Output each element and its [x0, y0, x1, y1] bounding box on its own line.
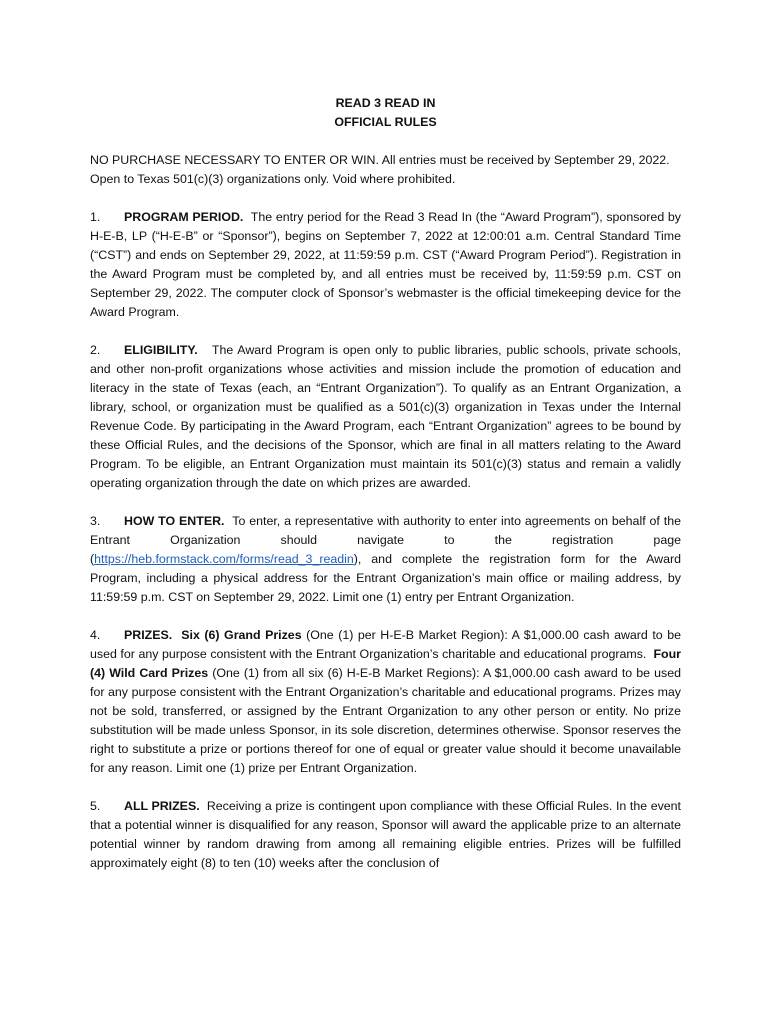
section-heading: ALL PRIZES.	[124, 799, 200, 813]
intro-paragraph: NO PURCHASE NECESSARY TO ENTER OR WIN. All entries must be received by September 29, 2022. Open to Texas 501(c)(3) organizations only. Void where prohibited.	[90, 153, 670, 186]
section-eligibility	[90, 341, 681, 493]
section-number: 4.	[90, 628, 101, 642]
section-text: Receiving a prize is contingent upon compliance with these Official Rules. In the event that a potential winner is disqualified for any reason, Sponsor will award the applicable prize to an alternate potential winner by random drawing from among all remaining eligible entries. Prizes will be fulfilled approximately eight (8) to ten (10) weeks after the conclusion of	[90, 799, 682, 870]
grand-prizes-text: (One (1) per H-E-B Market Region): A $1,000.00 cash award to be used for any purpose consistent with the Entrant Organization’s charitable and educational programs.	[90, 628, 681, 661]
title-line-2: OFFICIAL RULES	[334, 115, 437, 129]
section-text: To enter, a representative with authority to enter into agreements on behalf of the Entrant Organization should navigate to the registration page (	[90, 514, 681, 566]
section-heading: ELIGIBILITY.	[124, 343, 198, 357]
section-text: The entry period for the Read 3 Read In (the “Award Program”), sponsored by H-E-B, LP (“H-E-B” or “Sponsor”), begins on September 7, 2022 at 12:00:01 a.m. Central Standard Time (“CST”) and ends on September 29, 2022, at 11:59:59 p.m. CST (“Award Program Period”). Registration in the Award Program must be completed by, and all entries must be received by, 11:59:59 p.m. CST on September 29, 2022. The computer clock of Sponsor’s webmaster is the official timekeeping device for the Award Program.	[90, 210, 681, 319]
section-number: 3.	[90, 514, 101, 528]
wild-card-prizes-text: (One (1) from all six (6) H-E-B Market Regions): A $1,000.00 cash award to be used for any purpose consistent with the Entrant Organization’s charitable and educational programs. Prizes may not be sold, transferred, or assigned by the Entrant Organization to any other person or entity. No prize substitution will be made unless Sponsor, in its sole discretion, determines otherwise. Sponsor reserves the right to substitute a prize or portions thereof for one of equal or greater value should it become unavailable for any reason. Limit one (1) prize per Entrant Organization.	[90, 666, 681, 775]
wild-card-prizes-label: Four (4) Wild Card Prizes	[90, 647, 681, 680]
title-line-1: READ 3 READ IN	[335, 96, 436, 110]
section-how-to-enter	[90, 512, 681, 607]
section-program-period	[90, 208, 681, 322]
section-number: 2.	[90, 343, 101, 357]
section-number: 5.	[90, 799, 101, 813]
document-title	[90, 94, 681, 132]
section-prizes	[90, 626, 681, 778]
section-heading: PRIZES.	[124, 628, 173, 642]
section-heading: HOW TO ENTER.	[124, 514, 225, 528]
section-text-continued: ), and complete the registration form for the Award Program, including a physical address for the Entrant Organization’s main office or mailing address, by 11:59:59 p.m. CST on September 29, 2022. Limit one (1) entry per Entrant Organization.	[90, 552, 681, 604]
section-text: The Award Program is open only to public libraries, public schools, private schools, and other non-profit organizations whose activities and mission include the promotion of education and literacy in the state of Texas (each, an “Entrant Organization”). To qualify as an Entrant Organization, a library, school, or organization must be qualified as a 501(c)(3) organization in Texas under the Internal Revenue Code. By participating in the Award Program, each “Entrant Organization” agrees to be bound by these Official Rules, and the decisions of the Sponsor, which are final in all matters relating to the Award Program. To be eligible, an Entrant Organization must maintain its 501(c)(3) status and remain a validly operating organization through the date on which prizes are awarded.	[90, 343, 681, 490]
document-page	[90, 94, 681, 873]
registration-link[interactable]: https://heb.formstack.com/forms/read_3_readin	[94, 552, 354, 566]
section-heading: PROGRAM PERIOD.	[124, 210, 244, 224]
section-all-prizes	[90, 797, 681, 873]
section-number: 1.	[90, 210, 101, 224]
grand-prizes-label: Six (6) Grand Prizes	[181, 628, 302, 642]
